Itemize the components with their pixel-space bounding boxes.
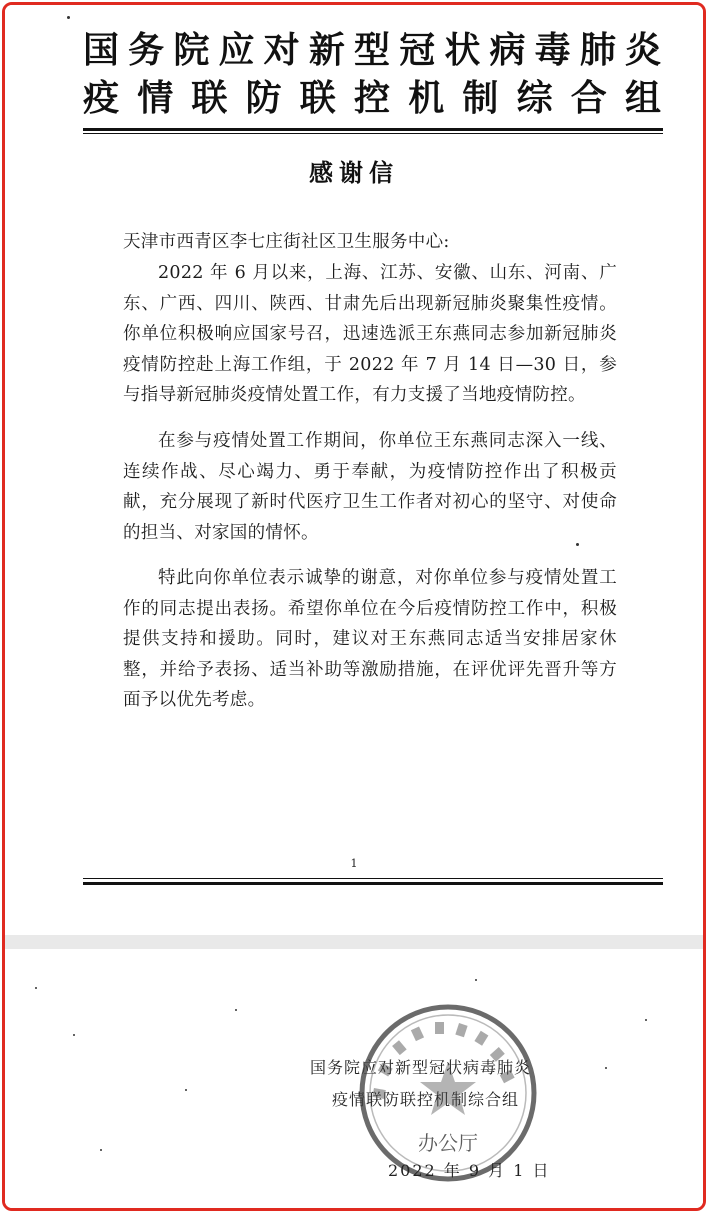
letter-paragraph-2 <box>123 426 617 548</box>
paragraph-text: 2022 年 6 月以来，上海、江苏、安徽、山东、河南、广东、广西、四川、陕西、甘肃先后出现新冠肺炎聚集性疫情。你单位积极响应国家号召，迅速选派王东燕同志参加新冠肺炎疫情防控赴上海工作组，于 2022 年 7 月 14 日—30 日，参与指导新冠肺炎疫情处置工作，有力支援了当地疫情防控。 <box>123 263 617 405</box>
document-frame <box>2 2 706 1211</box>
letter-page-1 <box>5 5 703 935</box>
scan-speck <box>100 1149 102 1151</box>
header-title-line-1: 国务院应对新型冠状病毒肺炎 <box>83 30 663 71</box>
letter-page-2 <box>5 949 703 1211</box>
scan-speck <box>475 979 477 981</box>
signature-org-line-2: 疫情联防联控机制综合组 <box>332 1090 520 1109</box>
signature-date: 2022 年 9 月 1 日 <box>388 1161 551 1180</box>
paragraph-text: 特此向你单位表示诚挚的谢意，对你单位参与疫情处置工作的同志提出表扬。希望你单位在今后疫情防控工作中，积极提供支持和援助。同时，建议对王东燕同志适当安排居家休整，并给予表扬、适当补助等激励措施，在评优评先晋升等方面予以优先考虑。 <box>123 568 617 710</box>
page-gap <box>5 935 703 949</box>
footer-rule-thin <box>83 878 663 879</box>
header-rule-thick <box>83 128 663 131</box>
letter-paragraph-3 <box>123 563 617 716</box>
scan-speck <box>67 16 70 19</box>
page-number: 1 <box>350 857 358 870</box>
letter-paragraph-1 <box>123 258 617 411</box>
footer-rule-thick <box>83 882 663 885</box>
header-title-line-2: 疫情联防联控机制综合组 <box>83 78 663 119</box>
letter-recipient: 天津市西青区李七庄街社区卫生服务中心: <box>123 232 450 252</box>
scan-speck <box>73 1034 75 1036</box>
scan-speck <box>645 1019 647 1021</box>
paragraph-text: 在参与疫情处置工作期间，你单位王东燕同志深入一线、连续作战、尽心竭力、勇于奉献，为疫情防控作出了积极贡献，充分展现了新时代医疗卫生工作者对初心的坚守、对使命的担当、对家国的情怀。 <box>123 431 617 543</box>
letter-title: 感谢信 <box>309 159 399 187</box>
seal-star <box>420 1062 476 1115</box>
scan-speck <box>605 1067 607 1069</box>
scan-speck <box>235 1009 237 1011</box>
scan-speck <box>576 543 579 546</box>
signature-org-line-1: 国务院应对新型冠状病毒肺炎 <box>310 1058 532 1077</box>
scan-speck <box>35 987 37 989</box>
seal-label: 办公厅 <box>418 1131 478 1155</box>
scan-speck <box>185 1089 187 1091</box>
header-rule-thin <box>83 133 663 134</box>
